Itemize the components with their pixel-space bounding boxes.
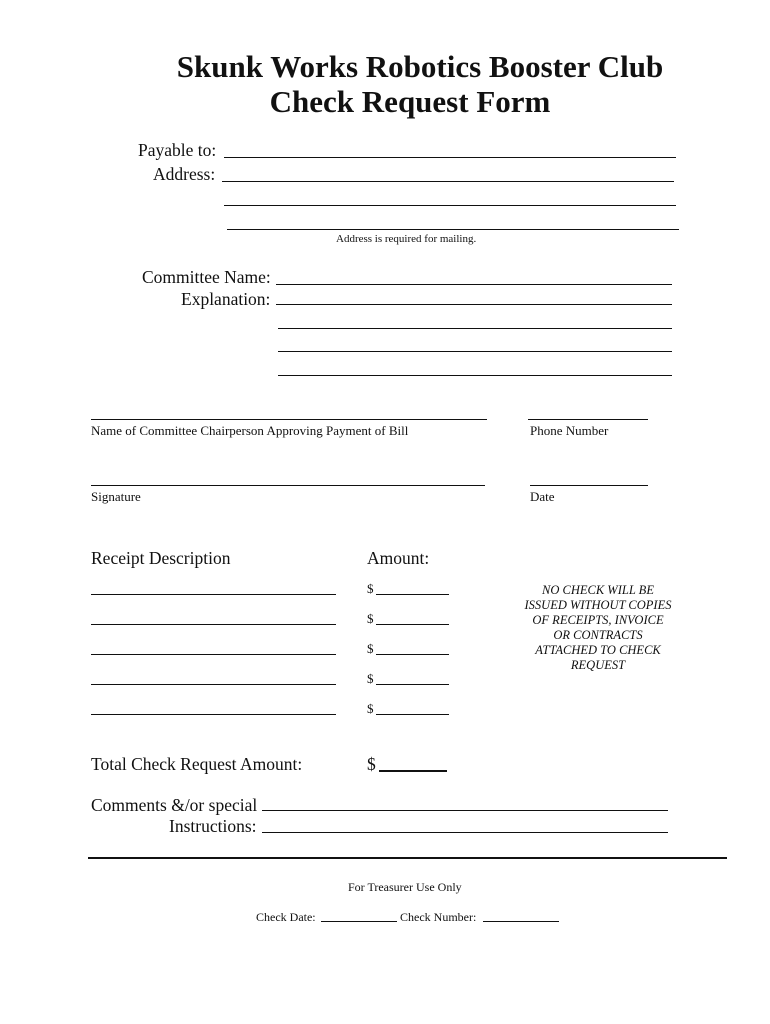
receipt-description-field-5[interactable] xyxy=(91,714,336,715)
receipt-description-field-4[interactable] xyxy=(91,684,336,685)
phone-label: Phone Number xyxy=(530,423,609,438)
total-amount-field[interactable] xyxy=(379,770,447,772)
address-field-line2[interactable] xyxy=(224,205,676,206)
total-label: Total Check Request Amount: xyxy=(91,754,303,774)
total-dollar-sign: $ xyxy=(367,754,376,774)
dollar-sign-2: $ xyxy=(367,611,374,626)
instructions-label: Instructions: xyxy=(169,816,257,836)
explanation-field-line1[interactable] xyxy=(276,304,672,305)
treasurer-section-label: For Treasurer Use Only xyxy=(348,880,462,894)
receipt-description-field-1[interactable] xyxy=(91,594,336,595)
check-number-field[interactable] xyxy=(483,921,559,922)
payable-to-field[interactable] xyxy=(224,157,676,158)
address-field-line3[interactable] xyxy=(227,229,679,230)
check-date-field[interactable] xyxy=(321,921,397,922)
comments-label: Comments &/or special xyxy=(91,795,258,815)
committee-name-label: Committee Name: xyxy=(142,267,271,287)
check-date-label: Check Date: xyxy=(256,910,316,924)
explanation-field-line3[interactable] xyxy=(278,351,672,352)
amount-header: Amount: xyxy=(367,548,430,568)
explanation-field-line4[interactable] xyxy=(278,375,672,376)
comments-field-line1[interactable] xyxy=(262,810,668,811)
address-field-line1[interactable] xyxy=(222,181,674,182)
treasurer-divider xyxy=(88,857,727,859)
signature-label: Signature xyxy=(91,489,141,504)
form-subtitle: Check Request Form xyxy=(269,84,551,119)
dollar-sign-1: $ xyxy=(367,581,374,596)
receipts-required-notice: NO CHECK WILL BE ISSUED WITHOUT COPIES OF RECEIPTS, INVOICE OR CONTRACTS ATTACHED TO CHECK REQUEST xyxy=(524,583,672,672)
explanation-field-line2[interactable] xyxy=(278,328,672,329)
receipt-description-field-3[interactable] xyxy=(91,654,336,655)
address-label: Address: xyxy=(153,164,216,184)
payable-to-label: Payable to: xyxy=(138,140,217,160)
amount-field-1[interactable] xyxy=(376,594,449,595)
amount-field-3[interactable] xyxy=(376,654,449,655)
check-number-label: Check Number: xyxy=(400,910,477,924)
chairperson-label: Name of Committee Chairperson Approving Payment of Bill xyxy=(91,423,409,438)
receipt-description-header: Receipt Description xyxy=(91,548,231,568)
chairperson-field[interactable] xyxy=(91,419,487,420)
amount-field-2[interactable] xyxy=(376,624,449,625)
signature-field[interactable] xyxy=(91,485,485,486)
form-title: Skunk Works Robotics Booster Club xyxy=(176,49,664,84)
amount-field-4[interactable] xyxy=(376,684,449,685)
receipt-description-field-2[interactable] xyxy=(91,624,336,625)
date-field[interactable] xyxy=(530,485,648,486)
dollar-sign-3: $ xyxy=(367,641,374,656)
phone-field[interactable] xyxy=(528,419,648,420)
address-note: Address is required for mailing. xyxy=(336,233,477,245)
amount-field-5[interactable] xyxy=(376,714,449,715)
date-label: Date xyxy=(530,489,555,504)
dollar-sign-4: $ xyxy=(367,671,374,686)
comments-field-line2[interactable] xyxy=(262,832,668,833)
explanation-label: Explanation: xyxy=(181,289,271,309)
committee-name-field[interactable] xyxy=(276,284,672,285)
dollar-sign-5: $ xyxy=(367,701,374,716)
